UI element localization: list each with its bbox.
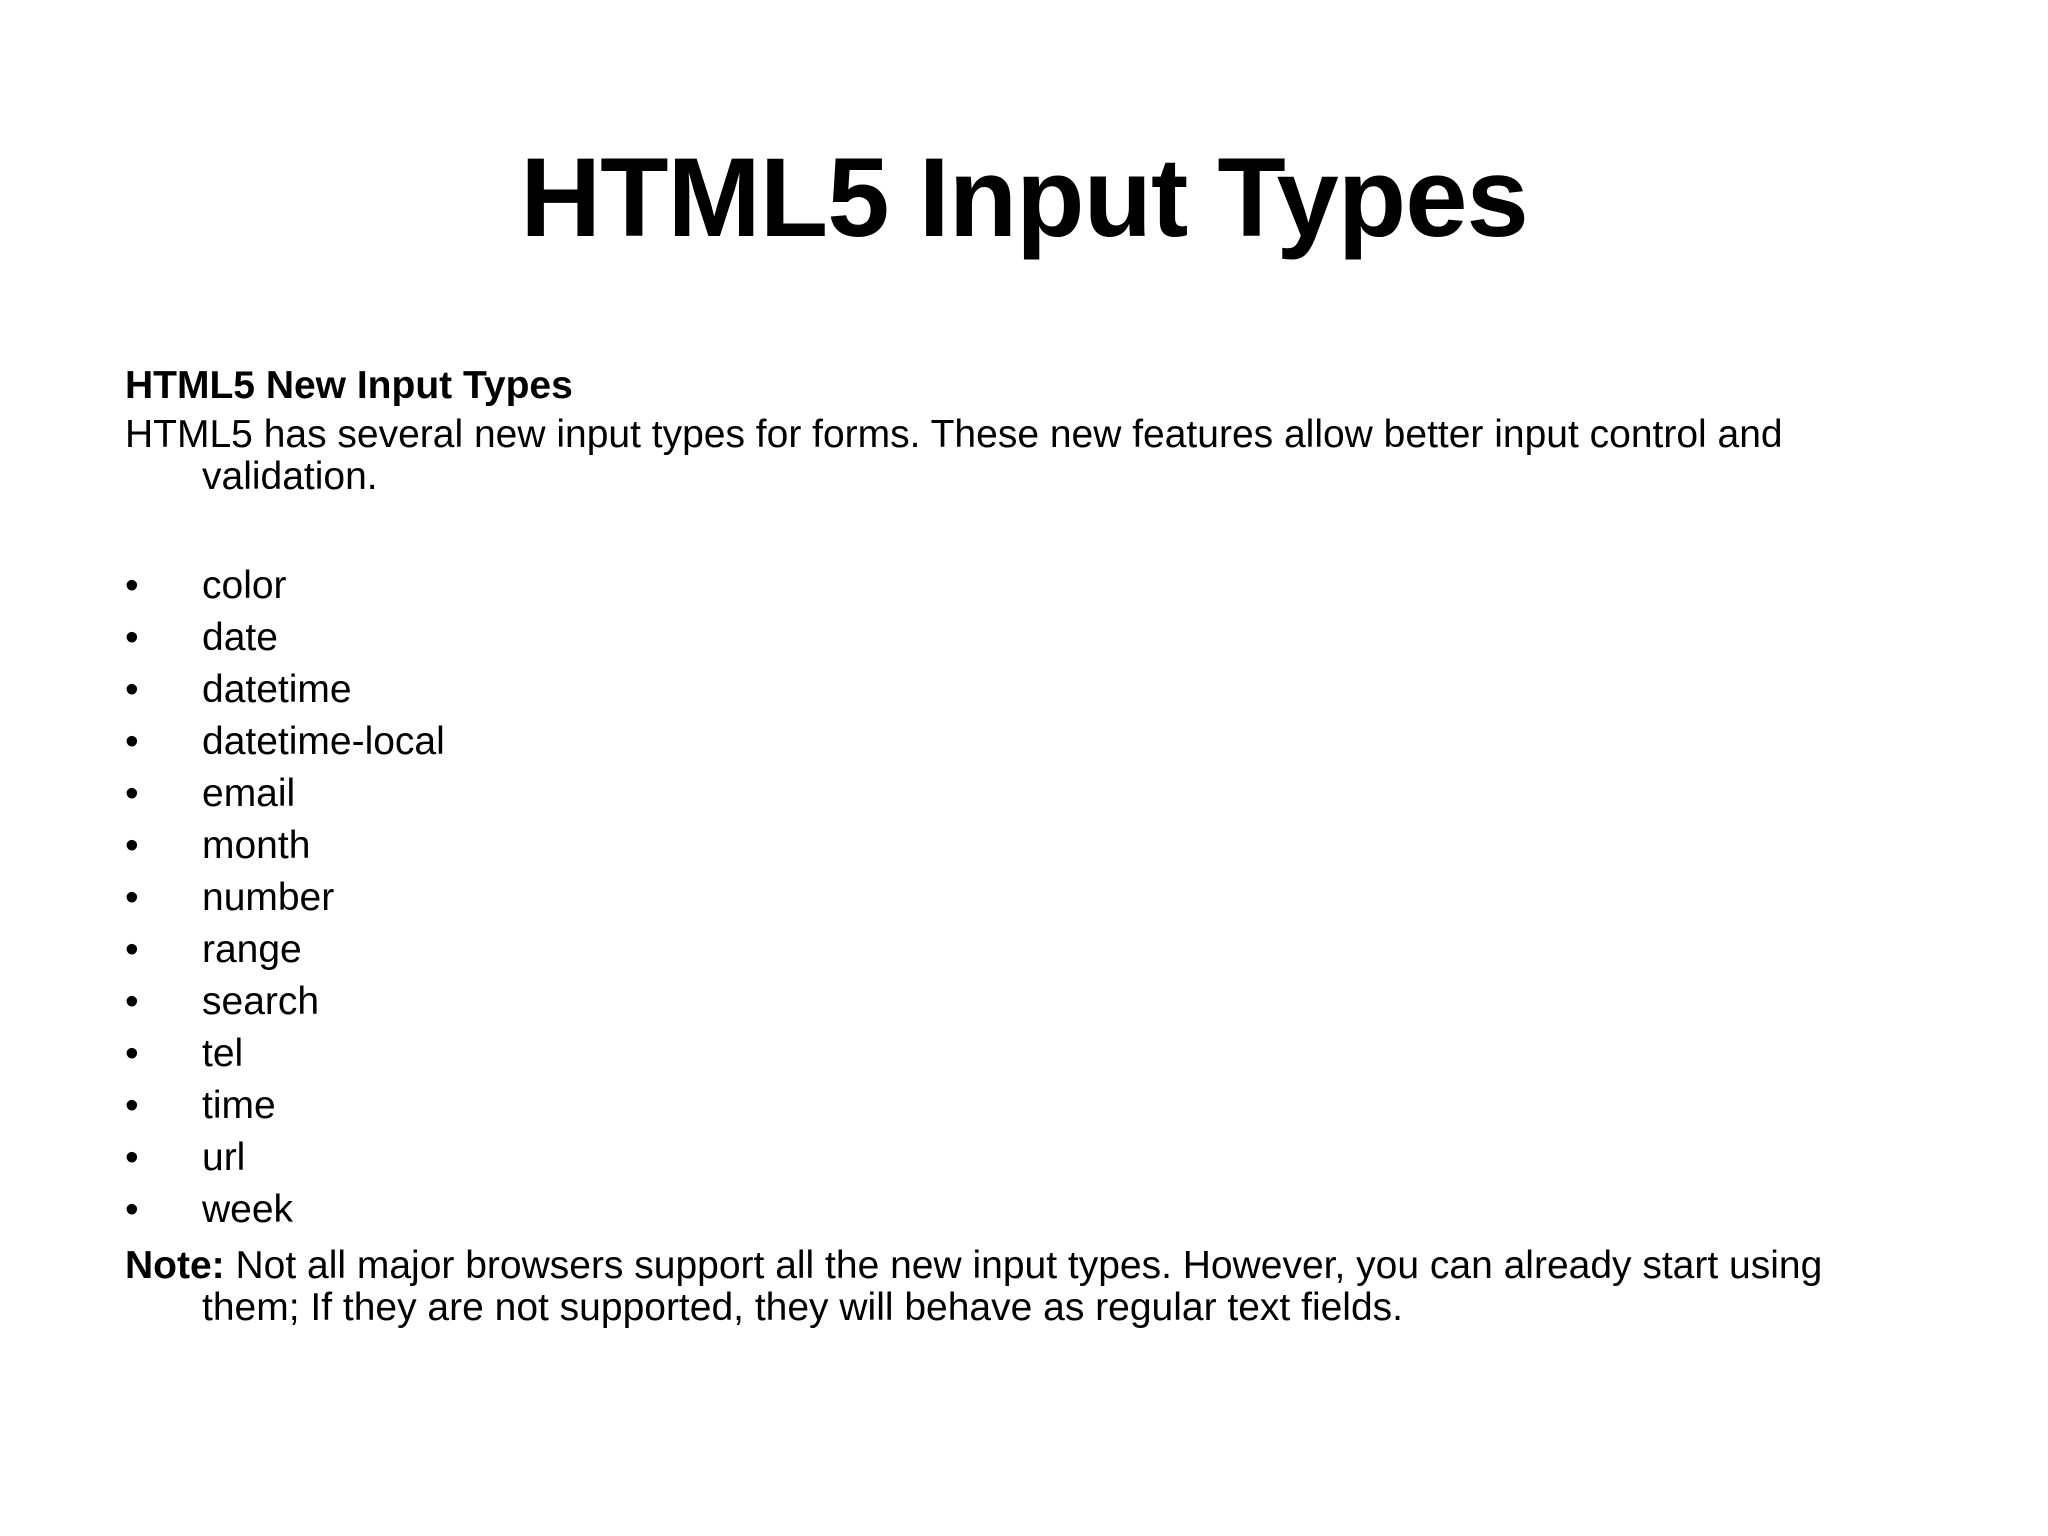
list-item: [125, 612, 1905, 664]
list-item: [125, 1028, 1905, 1080]
bullet-icon: •: [125, 824, 139, 867]
list-item-label: color: [202, 564, 287, 607]
note-paragraph: [125, 1245, 1905, 1329]
list-item-label: time: [202, 1084, 276, 1127]
bullet-icon: •: [125, 980, 139, 1023]
bullet-icon: •: [125, 720, 139, 763]
list-item: [125, 560, 1905, 612]
list-item-label: month: [202, 824, 311, 867]
list-item: [125, 820, 1905, 872]
list-item: [125, 924, 1905, 976]
bullet-icon: •: [125, 1188, 139, 1231]
slide-title: HTML5 Input Types: [520, 135, 1528, 260]
list-item-label: url: [202, 1136, 246, 1179]
intro-paragraph: HTML5 has several new input types for forms. These new features allow better input control and validation.: [125, 413, 1783, 498]
bullet-icon: •: [125, 564, 139, 607]
list-item-label: datetime: [202, 668, 352, 711]
list-item: [125, 768, 1905, 820]
list-item: [125, 976, 1905, 1028]
note-text: Not all major browsers support all the new input types. However, you can already start using them; If they are not supported, they will behave as regular text fields.: [202, 1244, 1823, 1329]
list-item: [125, 1184, 1905, 1236]
list-item: [125, 664, 1905, 716]
list-item-label: datetime-local: [202, 720, 445, 763]
bullet-icon: •: [125, 1032, 139, 1075]
slide-content: [125, 365, 1905, 1329]
bullet-icon: •: [125, 1136, 139, 1179]
list-item: [125, 716, 1905, 768]
list-item-label: email: [202, 772, 296, 815]
list-item: [125, 1080, 1905, 1132]
list-item: [125, 872, 1905, 924]
input-types-list: [125, 560, 1905, 1236]
bullet-icon: •: [125, 616, 139, 659]
bullet-icon: •: [125, 928, 139, 971]
bullet-icon: •: [125, 668, 139, 711]
list-item: [125, 1132, 1905, 1184]
bullet-icon: •: [125, 876, 139, 919]
list-item-label: search: [202, 980, 320, 1023]
list-item-label: number: [202, 876, 335, 919]
list-item-label: range: [202, 928, 302, 971]
note-label: Note:: [125, 1244, 225, 1287]
bullet-icon: •: [125, 772, 139, 815]
spacer: [125, 498, 1905, 560]
list-item-label: date: [202, 616, 278, 659]
list-item-label: tel: [202, 1032, 244, 1075]
list-item-label: week: [202, 1188, 294, 1231]
section-heading: HTML5 New Input Types: [125, 364, 573, 407]
bullet-icon: •: [125, 1084, 139, 1127]
